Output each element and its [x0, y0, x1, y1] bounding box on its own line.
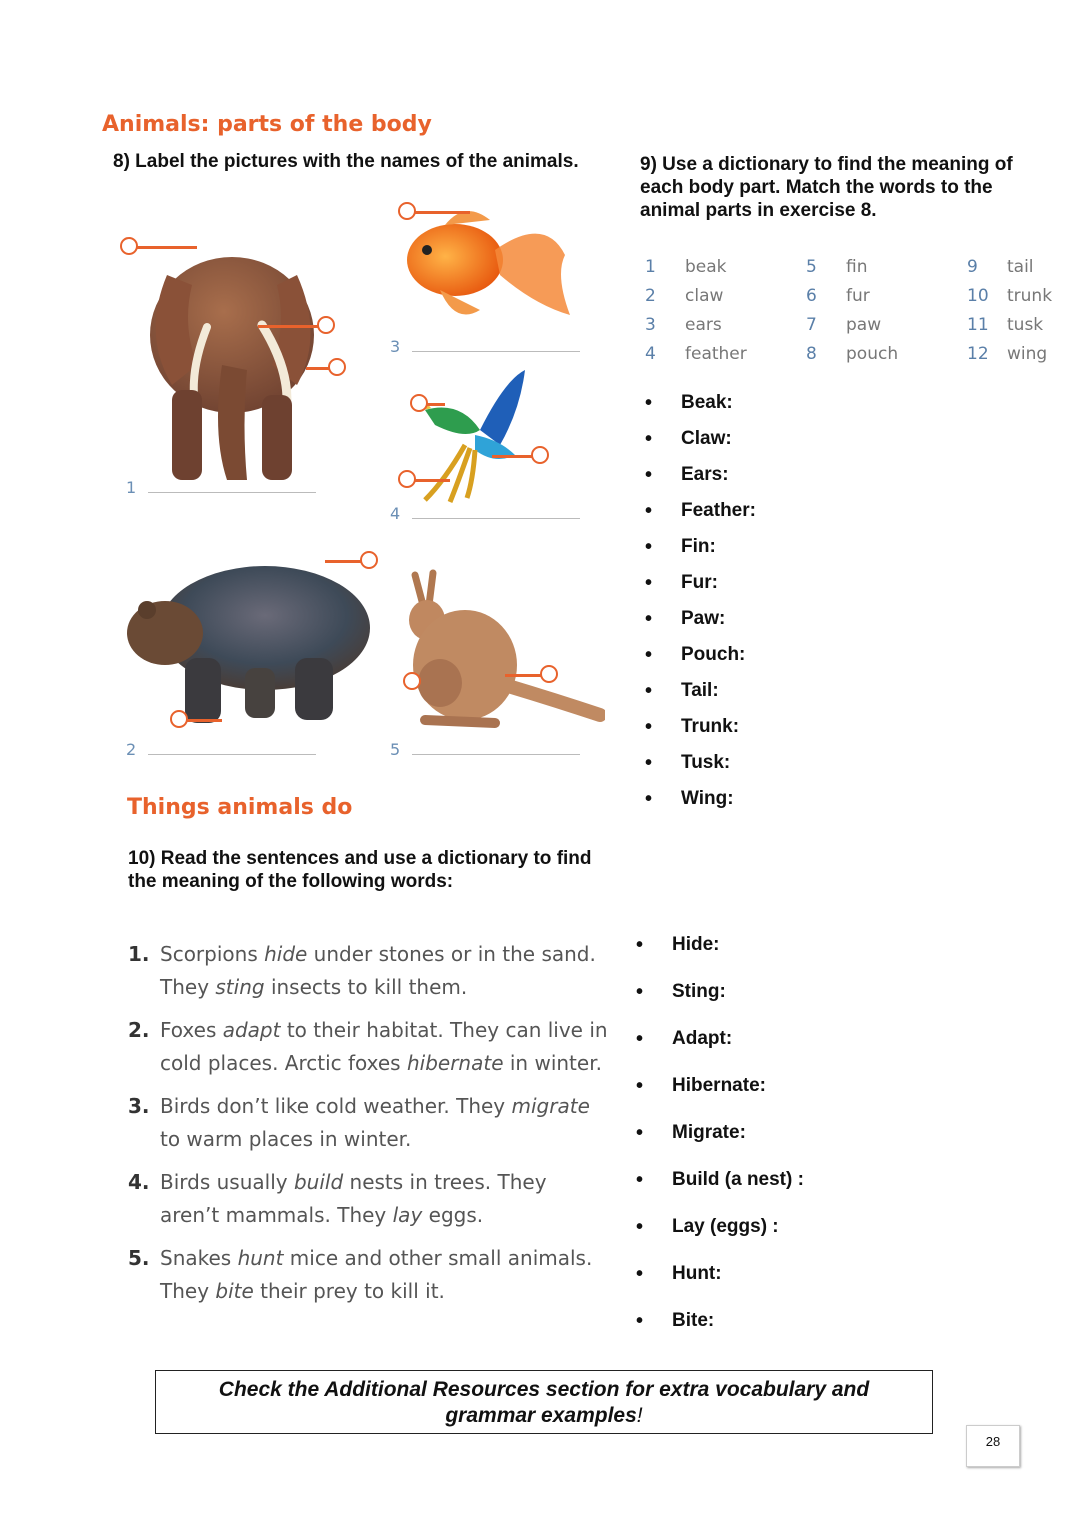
label-connector [505, 674, 541, 677]
vocab-column-3: 9 tail 10 trunk 11 tusk 12 wing [967, 257, 1053, 364]
figure-number-5: 5 [390, 740, 401, 759]
definition-item[interactable]: • Lay (eggs) : [628, 1216, 804, 1263]
definition-item[interactable]: • Fin: [637, 536, 756, 572]
label-connector [415, 211, 470, 214]
definition-item[interactable]: • Pouch: [637, 644, 756, 680]
vocab-word: tusk [1007, 315, 1044, 335]
vocab-word: trunk [1007, 286, 1053, 306]
definition-item[interactable]: • Hide: [628, 934, 804, 981]
definition-item[interactable]: • Feather: [637, 500, 756, 536]
sentence-item: 3. Birds don’t like cold weather. They migrate to warm places in winter. [128, 1094, 590, 1151]
additional-resources-note: Check the Additional Resources section for extra vocabulary and grammar examples! [155, 1370, 933, 1434]
vocab-word: ears [685, 315, 722, 335]
label-circle[interactable] [360, 551, 378, 569]
definition-item[interactable]: • Hibernate: [628, 1075, 804, 1122]
goldfish-illustration [395, 195, 575, 345]
figure-number-2: 2 [126, 740, 137, 759]
label-circle[interactable] [398, 470, 416, 488]
label-connector [415, 479, 450, 482]
label-connector [492, 455, 532, 458]
bear-illustration [125, 548, 375, 733]
answer-line-5[interactable] [412, 754, 580, 755]
vocab-word: fin [846, 257, 868, 277]
vocab-word: feather [685, 344, 747, 364]
answer-line-2[interactable] [148, 754, 316, 755]
vocab-word: wing [1007, 344, 1048, 364]
definition-item[interactable]: • Build (a nest) : [628, 1169, 804, 1216]
vocab-word: claw [685, 286, 724, 306]
label-circle[interactable] [120, 237, 138, 255]
exercise-9-instruction: 9) Use a dictionary to find the meaning of each body part. Match the words to the animal parts in exercise 8. [640, 154, 1013, 221]
verb-definitions-list [628, 934, 804, 1357]
vocab-word: fur [846, 286, 870, 306]
sentence-item: 5. Snakes hunt mice and other small animals. They bite their prey to kill it. [128, 1246, 593, 1303]
definition-item[interactable]: • Paw: [637, 608, 756, 644]
definition-item[interactable]: • Migrate: [628, 1122, 804, 1169]
kangaroo-illustration [385, 565, 605, 730]
parrot-illustration [405, 370, 555, 505]
label-connector [187, 719, 222, 722]
label-circle[interactable] [403, 672, 421, 690]
page-number: 28 [966, 1425, 1020, 1467]
label-circle[interactable] [540, 665, 558, 683]
label-connector [427, 403, 445, 406]
sentence-item: 1. Scorpions hide under stones or in the sand. They sting insects to kill them. [128, 942, 596, 999]
vocab-word: pouch [846, 344, 899, 364]
definition-item[interactable]: • Hunt: [628, 1263, 804, 1310]
label-circle[interactable] [317, 316, 335, 334]
definition-item[interactable]: • Claw: [637, 428, 756, 464]
vocab-column-2: 5 fin 6 fur 7 paw 8 pouch [806, 257, 899, 364]
label-circle[interactable] [531, 446, 549, 464]
vocab-word: tail [1007, 257, 1034, 277]
vocab-column-1: 1 beak 2 claw 3 ears 4 feather [645, 257, 747, 364]
figure-number-4: 4 [390, 504, 401, 523]
label-connector [137, 246, 197, 249]
definition-item[interactable]: • Wing: [637, 788, 756, 824]
definition-item[interactable]: • Beak: [637, 392, 756, 428]
label-connector [325, 560, 361, 563]
answer-line-4[interactable] [412, 518, 580, 519]
definition-item[interactable]: • Adapt: [628, 1028, 804, 1075]
body-part-definitions-list [637, 392, 756, 824]
definition-item[interactable]: • Trunk: [637, 716, 756, 752]
definition-item[interactable]: • Sting: [628, 981, 804, 1028]
label-circle[interactable] [410, 394, 428, 412]
label-circle[interactable] [328, 358, 346, 376]
section-title-body-parts: Animals: parts of the body [102, 112, 432, 137]
exercise-8-instruction: 8) Label the pictures with the names of the animals. [113, 151, 579, 172]
elephant-illustration [112, 215, 352, 515]
answer-line-3[interactable] [412, 351, 580, 352]
vocab-word: beak [685, 257, 727, 277]
sentences-list [128, 938, 618, 1308]
sentence-item: 2. Foxes adapt to their habitat. They can live in cold places. Arctic foxes hibernate in winter. [128, 1018, 608, 1075]
label-circle[interactable] [170, 710, 188, 728]
definition-item[interactable]: • Tail: [637, 680, 756, 716]
vocab-word: paw [846, 315, 882, 335]
section-title-things-animals-do: Things animals do [127, 795, 353, 820]
answer-line-1[interactable] [148, 492, 316, 493]
definition-item[interactable]: • Ears: [637, 464, 756, 500]
label-circle[interactable] [398, 202, 416, 220]
definition-item[interactable]: • Bite: [628, 1310, 804, 1357]
definition-item[interactable]: • Tusk: [637, 752, 756, 788]
definition-item[interactable]: • Fur: [637, 572, 756, 608]
figure-number-3: 3 [390, 337, 401, 356]
label-connector [258, 325, 318, 328]
label-connector [306, 367, 330, 370]
figure-number-1: 1 [126, 478, 137, 497]
exercise-10-instruction: 10) Read the sentences and use a dictionary to find the meaning of the following words: [128, 848, 592, 892]
sentence-item: 4. Birds usually build nests in trees. They aren’t mammals. They lay eggs. [128, 1170, 547, 1227]
